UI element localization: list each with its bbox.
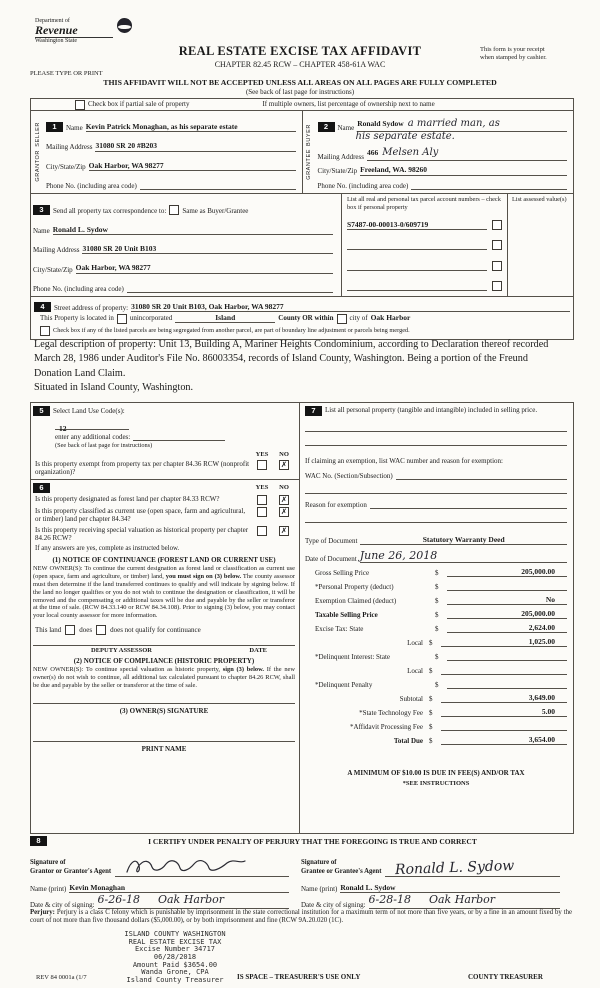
grantor-date-city-field[interactable] — [98, 890, 289, 909]
exemption-claimed-row — [305, 591, 567, 605]
section-5-number: 5 — [33, 406, 50, 416]
dollar-sign: $ — [435, 625, 439, 633]
land-use-section — [31, 403, 299, 480]
section-6-number: 6 — [33, 483, 50, 493]
excise-tax-state-row — [305, 619, 567, 633]
buyer-side-word: BUYER — [306, 124, 312, 147]
land-qualify-prefix: This land — [35, 626, 62, 635]
section-1-number: 1 — [46, 122, 63, 132]
sec5-no-header: NO — [279, 451, 289, 458]
personal-property-deduct-label: *Personal Property (deduct) — [315, 583, 394, 591]
see-instructions-note: *SEE INSTRUCTIONS — [402, 780, 470, 787]
buyer-name-handwriting-2: his separate estate. — [355, 131, 455, 142]
exemption-claim-label: If claiming an exemption, list WAC number and reason for exemption: — [305, 457, 503, 465]
dollar-sign: $ — [435, 681, 439, 689]
total-due-value[interactable]: 3,654.00 — [441, 735, 567, 745]
correspondence-phone-label: Phone No. (including area code) — [33, 284, 124, 293]
stamp-line-4: 06/28/2018 — [153, 953, 197, 962]
dollar-sign: $ — [429, 667, 433, 675]
segregated-checkbox[interactable] — [40, 326, 50, 336]
dollar-sign: $ — [429, 695, 433, 703]
additional-codes-label: enter any additional codes: — [55, 432, 131, 441]
form-upper-block — [30, 98, 574, 340]
partial-sale-label: Check box if partial sale of property — [88, 100, 190, 109]
state-technology-fee-row — [305, 703, 567, 717]
street-address-label: Street address of property: — [54, 303, 129, 312]
forest-yes-checkbox[interactable] — [257, 495, 267, 505]
legal-description-text: Unit 13, Building A, Mariner Heights Condominium, according to Declaration thereof recorded March 28, 1986 under Auditor's File No. 86003354, records of Island County, Washington. Being a portion of the Freund Donation Land Claim. — [34, 339, 549, 379]
grantee-date-city-field[interactable] — [369, 890, 560, 909]
current-use-yes-checkbox[interactable] — [257, 507, 267, 517]
grantor-date-city-label: Date & city of signing: — [30, 900, 95, 909]
grantor-signature-field[interactable] — [115, 851, 289, 877]
notice-continuance-pre: NEW OWNER(S): To continue the current designation as forest land or classification as current use (open space, farm and agriculture, or timber) land, — [33, 565, 295, 581]
city-of-checkbox[interactable] — [337, 314, 347, 324]
document-type-field[interactable]: Statutory Warranty Deed — [360, 536, 567, 545]
buyer-csz-label: City/State/Zip — [317, 167, 358, 176]
personal-property-line-1[interactable] — [305, 418, 567, 432]
grantor-name-print-field[interactable]: Kevin Monaghan — [69, 884, 289, 893]
parcel-2-personal-checkbox[interactable] — [492, 240, 502, 250]
assessed-values-box — [507, 194, 573, 296]
exempt-yes-checkbox[interactable] — [257, 460, 267, 470]
seller-csz-label: City/State/Zip — [46, 162, 86, 171]
subtotal-value[interactable]: 3,649.00 — [441, 693, 567, 703]
county-field[interactable]: Island — [175, 314, 275, 323]
city-value[interactable]: Oak Harbor — [370, 313, 411, 323]
seller-name-field[interactable]: Kevin Patrick Monaghan, as his separate estate — [86, 123, 296, 132]
affidavit-processing-fee-row — [305, 717, 567, 731]
subtotal-label: Subtotal — [399, 695, 423, 703]
notice-continuance-title: (1) NOTICE OF CONTINUANCE (FOREST LAND OR CURRENT USE) — [52, 556, 276, 565]
partial-sale-checkbox[interactable] — [75, 100, 85, 110]
parcel-1-field[interactable]: S7487-00-00013-0/609719 — [347, 221, 487, 230]
seller-grantor-side-label — [31, 111, 44, 193]
buyer-grantee-box — [302, 111, 574, 193]
sec6-yes-header: YES — [255, 484, 269, 492]
gross-selling-price-row — [305, 563, 567, 577]
section-4-number: 4 — [34, 302, 51, 312]
section-3-number: 3 — [33, 205, 50, 215]
multiple-owners-note: If multiple owners, list percentage of ownership next to name — [262, 100, 435, 109]
wac-number-label: WAC No. (Section/Subsection) — [305, 471, 393, 480]
parcel-4-field[interactable] — [347, 282, 487, 291]
grantee-date-city-label: Date & city of signing: — [301, 900, 366, 909]
grantee-signature-label — [301, 859, 381, 877]
deputy-assessor-label: DEPUTY ASSESSOR — [91, 647, 152, 655]
wac-number-field[interactable] — [396, 471, 567, 480]
sec5-yes-header: YES — [255, 451, 269, 458]
seller-phone-field[interactable] — [140, 181, 296, 190]
correspondence-phone-field[interactable] — [127, 284, 333, 293]
excise-tax-state-value[interactable]: 2,624.00 — [447, 623, 567, 633]
forest-no-checkbox[interactable]: ✗ — [280, 494, 288, 504]
gross-selling-price-value[interactable]: 205,000.00 — [447, 567, 567, 577]
buyer-phone-field[interactable] — [411, 181, 567, 190]
dor-logo-icon — [117, 18, 132, 33]
perjury-notice — [30, 909, 572, 926]
section-3-row — [31, 194, 573, 297]
see-back-note: (See back of last page for instructions) — [245, 88, 355, 96]
dor-logo — [35, 18, 155, 44]
grantee-side-word: GRANTEE — [306, 149, 312, 180]
forest-land-question: Is this property designated as forest land per chapter 84.33 RCW? — [35, 494, 220, 503]
segregated-label: Check box if any of the listed parcels are being segregated from another parcel, are part of boundary line adjustment or parcels being merged. — [53, 326, 410, 334]
grantee-signature-label-2: Grantee or Grantee's Agent — [301, 868, 382, 876]
partial-sale-row — [31, 99, 573, 111]
notice-continuance-body — [33, 565, 295, 620]
stamp-line-3: Excise Number 34717 — [134, 945, 216, 954]
owner-signature-line[interactable] — [33, 703, 295, 704]
grantee-signature-label-1: Signature of — [301, 859, 337, 867]
personal-property-line-2[interactable] — [305, 432, 567, 446]
buyer-csz-field[interactable]: Freeland, WA. 98260 — [360, 166, 567, 175]
exemption-claimed-value[interactable]: No — [447, 595, 567, 605]
land-use-code-field[interactable] — [55, 418, 129, 433]
dollar-sign: $ — [429, 737, 433, 745]
section-8-number: 8 — [30, 836, 47, 846]
same-as-buyer-checkbox[interactable] — [169, 205, 179, 215]
dollar-sign: $ — [435, 569, 439, 577]
perjury-text: Perjury is a class C felony which is punishable by imprisonment in the state correctional institution for a maximum term of not more than five years, or by a fine in an amount fixed by the court of not more than five thousand dollars ($5,000.00), or by both imprisonment and fine (RCW 9A.20.020 (1C). — [30, 909, 572, 925]
correspondence-name-field[interactable]: Ronald L. Sydow — [53, 226, 333, 235]
exempt-no-checkbox[interactable]: ✗ — [280, 460, 288, 469]
excise-tax-state-label: Excise Tax: State — [315, 625, 364, 633]
buyer-name-field[interactable] — [357, 113, 567, 132]
selling-price-section — [300, 403, 573, 833]
delinquent-penalty-label: *Delinquent Penalty — [315, 681, 373, 689]
grantor-city-handwriting: Oak Harbor — [157, 893, 225, 906]
grantor-date-handwriting: 6-26-18 — [97, 893, 140, 906]
land-use-code-value: 12 — [59, 424, 67, 433]
stamp-line-1: ISLAND COUNTY WASHINGTON — [124, 930, 226, 938]
grantor-signature-label-1: Signature of — [30, 859, 66, 867]
exempt-question: Is this property exempt from property tax per chapter 84.36 RCW (nonprofit organization)? — [35, 460, 250, 477]
buyer-mailing-label: Mailing Address — [317, 152, 364, 161]
notice-compliance-title: (2) NOTICE OF COMPLIANCE (HISTORIC PROPERTY) — [73, 657, 255, 666]
receipt-note — [480, 46, 572, 63]
buyer-name-label: Name — [337, 123, 355, 132]
perjury-word: Perjury: — [30, 909, 55, 916]
excise-tax-local-row — [305, 633, 567, 647]
parcel-4-personal-checkbox[interactable] — [492, 281, 502, 291]
section-7-number: 7 — [305, 406, 322, 416]
grantor-signature-scribble — [121, 856, 251, 878]
dollar-sign: $ — [429, 639, 433, 647]
buyer-mailing-field[interactable] — [367, 142, 567, 161]
taxable-selling-price-row — [305, 605, 567, 619]
acceptance-warning: THIS AFFIDAVIT WILL NOT BE ACCEPTED UNLESS ALL AREAS ON ALL PAGES ARE FULLY COMPLETED — [103, 78, 497, 87]
seller-grantor-box — [31, 111, 302, 193]
correspondence-mailing-field[interactable]: 31080 SR 20 Unit B103 — [82, 245, 333, 254]
delinquent-interest-state-row — [305, 647, 567, 661]
form-revision-code: REV 84 0001a (1/7 — [36, 974, 87, 981]
delinquent-penalty-row — [305, 675, 567, 689]
grantor-certification — [30, 850, 301, 909]
does-checkbox[interactable] — [65, 625, 75, 635]
continuance-section — [31, 480, 299, 833]
parcel-numbers-header: List all real and personal tax parcel account numbers – check box if personal property — [347, 196, 501, 211]
seller-side-word: SELLER — [34, 122, 41, 148]
seller-mailing-field[interactable]: 31080 SR 20 #B203 — [95, 142, 295, 151]
if-yes-note: If any answers are yes, complete as instructed below. — [35, 545, 180, 553]
current-use-question: Is this property classified as current use (open space, farm and agricultural, or timber) land per chapter 84.34? — [35, 506, 246, 524]
delinquent-interest-state-value[interactable] — [447, 652, 567, 661]
land-qualify-row — [33, 625, 295, 635]
tax-correspondence-box — [31, 194, 341, 296]
exemption-claimed-label: Exemption Claimed (deduct) — [315, 597, 397, 605]
same-as-buyer-label: Same as Buyer/Grantee — [182, 207, 249, 216]
minimum-fee-note: A MINIMUM OF $10.00 IS DUE IN FEE(S) AND/OR TAX — [347, 769, 525, 777]
unincorporated-checkbox[interactable] — [117, 314, 127, 324]
grantee-signature-field[interactable] — [385, 851, 560, 877]
receipt-note-line2: when stamped by cashier. — [480, 54, 547, 62]
treasurer-space-label: IS SPACE – TREASURER'S USE ONLY — [237, 973, 361, 981]
delinquent-penalty-value[interactable] — [447, 680, 567, 689]
notice-compliance-post: If the new owner(s) do not wish to continue, all additional tax calculated pursuant to chapter 84.26 RCW, shall be due and payable by the seller or transferor at the time of sale. — [33, 666, 295, 689]
historical-yes-checkbox[interactable] — [257, 526, 267, 536]
located-in-label: This Property is located in — [40, 314, 114, 323]
county-treasurer-label: COUNTY TREASURER — [468, 973, 543, 981]
owner-signature-title: (3) OWNER(S) SIGNATURE — [119, 707, 209, 716]
historical-question: Is this property receiving special valuation as historical property per chapter 84.26 RCW? — [35, 525, 249, 542]
parcel-3-field[interactable] — [347, 262, 487, 271]
correspondence-name-label: Name — [33, 226, 50, 235]
grantor-signature-label — [30, 859, 111, 877]
historical-no-checkbox[interactable]: ✗ — [280, 525, 288, 535]
land-use-label: Select Land Use Code(s): — [53, 406, 125, 415]
grantee-city-handwriting: Oak Harbor — [428, 893, 496, 906]
document-type-label: Type of Document — [305, 536, 358, 545]
does-not-label: does not qualify for continuance — [110, 626, 201, 635]
buyer-mailing-value: 466 — [366, 148, 379, 157]
affidavit-processing-fee-value[interactable] — [441, 722, 567, 731]
legal-description-situated: Situated in Island County, Washington. — [34, 381, 194, 393]
delinquent-interest-local-value[interactable] — [441, 666, 567, 675]
grantee-name-print-label: Name (print) — [301, 884, 338, 893]
notice-continuance-bold: you must sign on (3) below. — [165, 573, 242, 581]
delinquent-interest-local-label: Local — [407, 667, 423, 675]
legal-description — [34, 338, 568, 395]
grantee-date-handwriting: 6-28-18 — [368, 893, 411, 906]
correspondence-csz-label: City/State/Zip — [33, 265, 73, 274]
property-location-section — [31, 297, 573, 339]
state-technology-fee-value[interactable]: 5.00 — [441, 707, 567, 717]
correspondence-csz-field[interactable]: Oak Harbor, WA 98277 — [76, 264, 333, 273]
affidavit-processing-fee-label: *Affidavit Processing Fee — [350, 723, 423, 731]
unincorporated-label: unincorporated — [129, 314, 173, 323]
stamp-line-6: Wanda Grone, CPA — [141, 968, 209, 977]
grantor-side-word: GRANTOR — [34, 150, 41, 182]
grantor-signature-label-2: Grantor or Grantor's Agent — [30, 868, 112, 876]
stamp-line-5: Amount Paid $3654.00 — [132, 960, 218, 969]
parcel-1-personal-checkbox[interactable] — [492, 220, 502, 230]
dollar-sign: $ — [435, 597, 439, 605]
assessed-values-header: List assessed value(s) — [512, 196, 567, 203]
does-not-checkbox[interactable] — [96, 625, 106, 635]
total-due-row — [305, 731, 567, 745]
grantee-certification — [301, 850, 572, 909]
document-date-field[interactable]: June 26, 2018 — [360, 550, 567, 563]
seller-mailing-label: Mailing Address — [46, 143, 93, 152]
grantor-name-print-label: Name (print) — [30, 884, 67, 893]
dollar-sign: $ — [435, 611, 439, 619]
please-type-label: PLEASE TYPE OR PRINT — [30, 70, 103, 77]
document-date-label: Date of Document — [305, 554, 357, 563]
subtotal-row — [305, 689, 567, 703]
city-of-label: city of — [349, 314, 368, 323]
seller-phone-label: Phone No. (including area code) — [46, 181, 137, 190]
sec5-see-back-note: (See back of last page for instructions) — [55, 442, 153, 449]
seller-csz-field[interactable]: Oak Harbor, WA 98277 — [89, 162, 296, 171]
buyer-grantee-side-label — [303, 111, 316, 193]
delinquent-interest-local-row — [305, 661, 567, 675]
treasurer-stamp — [95, 931, 255, 985]
gross-selling-price-label: Gross Selling Price — [315, 569, 370, 577]
notice-compliance-bold: sign (3) below. — [222, 666, 264, 674]
print-name-title: PRINT NAME — [141, 745, 187, 754]
buyer-name-handwriting-1: a married man, as — [407, 118, 500, 129]
state-technology-fee-label: *State Technology Fee — [359, 709, 423, 717]
legal-description-label: Legal description of property: — [34, 339, 156, 350]
dollar-sign: $ — [435, 583, 439, 591]
grantee-name-print-field[interactable]: Ronald L. Sydow — [340, 884, 560, 893]
reason-exemption-field[interactable] — [370, 500, 567, 509]
county-or-within-label: County OR within — [278, 314, 334, 323]
dollar-sign: $ — [429, 723, 433, 731]
stamp-line-7: Island County Treasurer — [126, 976, 224, 985]
dept-line3: Washington State — [35, 37, 113, 44]
correspondence-mailing-label: Mailing Address — [33, 246, 80, 255]
total-due-label: Total Due — [393, 737, 423, 745]
excise-tax-local-value[interactable]: 1,025.00 — [441, 637, 567, 647]
buyer-name-value: Ronald Sydow — [357, 119, 404, 128]
section-2-number: 2 — [318, 122, 335, 132]
chapter-subtitle: CHAPTER 82.45 RCW – CHAPTER 458-61A WAC — [214, 60, 386, 69]
excise-tax-local-label: Local — [407, 639, 423, 647]
taxable-selling-price-value[interactable]: 205,000.00 — [447, 609, 567, 619]
grantee-signature-handwriting: Ronald L. Sydow — [395, 857, 516, 879]
sec6-no-header: NO — [279, 484, 289, 492]
reason-extra-line[interactable] — [305, 509, 567, 523]
stamp-line-2: REAL ESTATE EXCISE TAX — [128, 937, 222, 946]
notice-continuance-post: The county assessor must then determine if the land transferred continues to qualify and will indicate by signing below. If the land no longer qualifies or you do not wish to continue the designation or classification, it will be removed and the compensating or additional taxes will be due and payable by the seller or transferor at the time of sale. (RCW 84.33.140 or RCW 84.34.108). Prior to signing (3) below, you may contact your local county assessor for more information. — [33, 573, 295, 620]
additional-codes-field[interactable] — [133, 432, 225, 441]
receipt-note-line1: This form is your receipt — [480, 46, 545, 53]
does-label: does — [79, 626, 93, 635]
parties-row — [31, 111, 573, 194]
dollar-sign: $ — [429, 709, 433, 717]
parcel-numbers-box — [341, 194, 507, 296]
dollar-sign: $ — [435, 653, 439, 661]
notice-compliance-body — [33, 666, 295, 689]
send-correspondence-label: Send all property tax correspondence to: — [53, 207, 167, 216]
parcel-3-personal-checkbox[interactable] — [492, 261, 502, 271]
current-use-no-checkbox[interactable]: ✗ — [280, 506, 288, 516]
street-address-field[interactable]: 31080 SR 20 Unit B103, Oak Harbor, WA 98277 — [131, 303, 570, 312]
parcel-2-field[interactable] — [347, 241, 487, 250]
personal-property-deduct-row — [305, 577, 567, 591]
taxable-selling-price-label: Taxable Selling Price — [315, 611, 378, 619]
buyer-phone-label: Phone No. (including area code) — [317, 181, 409, 190]
form-title: REAL ESTATE EXCISE TAX AFFIDAVIT — [178, 44, 422, 58]
buyer-mailing-handwriting: Melsen Aly — [382, 147, 439, 158]
reason-exemption-label: Reason for exemption — [305, 500, 367, 509]
form-lower-block — [30, 402, 574, 834]
print-name-line[interactable] — [33, 741, 295, 742]
personal-property-deduct-value[interactable] — [447, 582, 567, 591]
certify-statement: I CERTIFY UNDER PENALTY OF PERJURY THAT THE FOREGOING IS TRUE AND CORRECT — [148, 836, 477, 846]
certification-section — [30, 836, 572, 909]
dept-line1: Department of — [35, 18, 70, 24]
deputy-date-label: DATE — [249, 647, 267, 655]
notice-compliance-pre: NEW OWNER(S): To continue special valuation as historic property, — [33, 666, 223, 674]
dept-line2: Revenue — [35, 23, 78, 37]
delinquent-interest-state-label: *Delinquent Interest: State — [315, 653, 391, 661]
seller-name-label: Name — [66, 124, 83, 133]
wac-extra-line[interactable] — [305, 480, 567, 494]
personal-property-label: List all personal property (tangible and intangible) included in selling price. — [325, 406, 538, 414]
